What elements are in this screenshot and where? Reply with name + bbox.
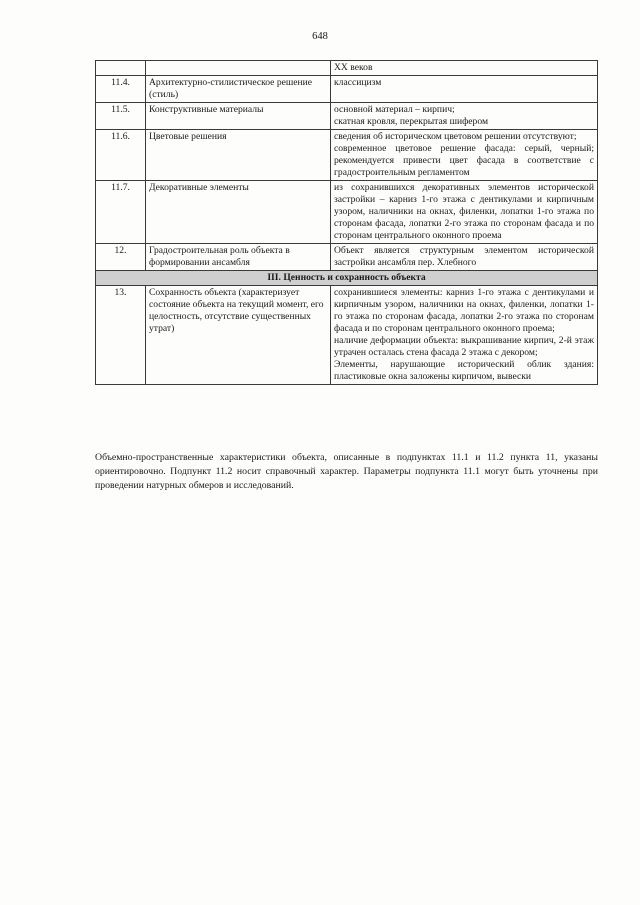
row-number: 13. [96, 286, 146, 385]
footnote-paragraph: Объемно-пространственные характеристики объекта, описанные в подпунктах 11.1 и 11.2 пункта 11, указаны ориентировочно. Подпункт 11.2 носит справочный характер. Параметры подпункта 11.1 могут быть уточнены при проведении натурных обмеров и исследований. [95, 451, 598, 491]
row-label [146, 61, 331, 76]
row-value [331, 181, 598, 244]
value-line: скатная кровля, перекрытая шифером [334, 116, 489, 127]
value-line: сведения об историческом цветовом решении отсутствуют; [334, 131, 577, 142]
value-line: классицизм [334, 77, 382, 88]
row-label: Цветовые решения [146, 130, 331, 181]
object-characteristics-table [95, 60, 598, 385]
table-row [96, 244, 598, 271]
row-value [331, 76, 598, 103]
table-row [96, 181, 598, 244]
value-line: современное цветовое решение фасада: серый, черный; рекомендуется привести цвет фасада в соответствие с градостроительным регламентом [334, 143, 594, 178]
row-label: Сохранность объекта (характеризует состояние объекта на текущий момент, его целостность, отсутствие существенных утрат) [146, 286, 331, 385]
row-value [331, 286, 598, 385]
row-label: Декоративные элементы [146, 181, 331, 244]
table-row [96, 103, 598, 130]
row-number: 11.6. [96, 130, 146, 181]
row-label: Конструктивные материалы [146, 103, 331, 130]
row-number: 11.7. [96, 181, 146, 244]
value-line: сохранившиеся элементы: карниз 1-го этажа с дентикулами и кирпичным узором, наличники на окнах, филенки, лопатки 1-го этажа по сторонам фасада, лопатки 2-го этажа по сторонам фасада и по сторонам центрального оконного проема; [334, 287, 594, 334]
section-header-row [96, 271, 598, 286]
row-number: 11.5. [96, 103, 146, 130]
row-number: 11.4. [96, 76, 146, 103]
table-row [96, 286, 598, 385]
value-line: наличие деформации объекта: выкрашивание кирпич, 2-й этаж утрачен осталась стена фасада 2 этажа с декором; [334, 335, 594, 358]
row-number: 12. [96, 244, 146, 271]
table-row [96, 130, 598, 181]
value-line: XX веков [334, 62, 373, 73]
row-number [96, 61, 146, 76]
table-row [96, 61, 598, 76]
value-line: основной материал – кирпич; [334, 104, 455, 115]
section-title: III. Ценность и сохранность объекта [96, 271, 598, 286]
table-row [96, 76, 598, 103]
value-line: Элементы, нарушающие исторический облик здания: пластиковые окна заложены кирпичом, вывески [334, 359, 594, 382]
row-value [331, 244, 598, 271]
row-value [331, 103, 598, 130]
row-value [331, 61, 598, 76]
row-label: Архитектурно-стилистическое решение (стиль) [146, 76, 331, 103]
row-value [331, 130, 598, 181]
row-label: Градостроительная роль объекта в формировании ансамбля [146, 244, 331, 271]
value-line: из сохранившихся декоративных элементов исторической застройки – карниз 1-го этажа с дентикулами и кирпичным узором, наличники на окнах, филенки, лопатки 1-го этажа по сторонам фасада, лопатки 2-го этажа по сторонам фасада и по сторонам центрального оконного проема [334, 182, 594, 241]
value-line: Объект является структурным элементом исторической застройки ансамбля пер. Хлебного [334, 245, 594, 268]
page-number: 648 [312, 31, 328, 42]
